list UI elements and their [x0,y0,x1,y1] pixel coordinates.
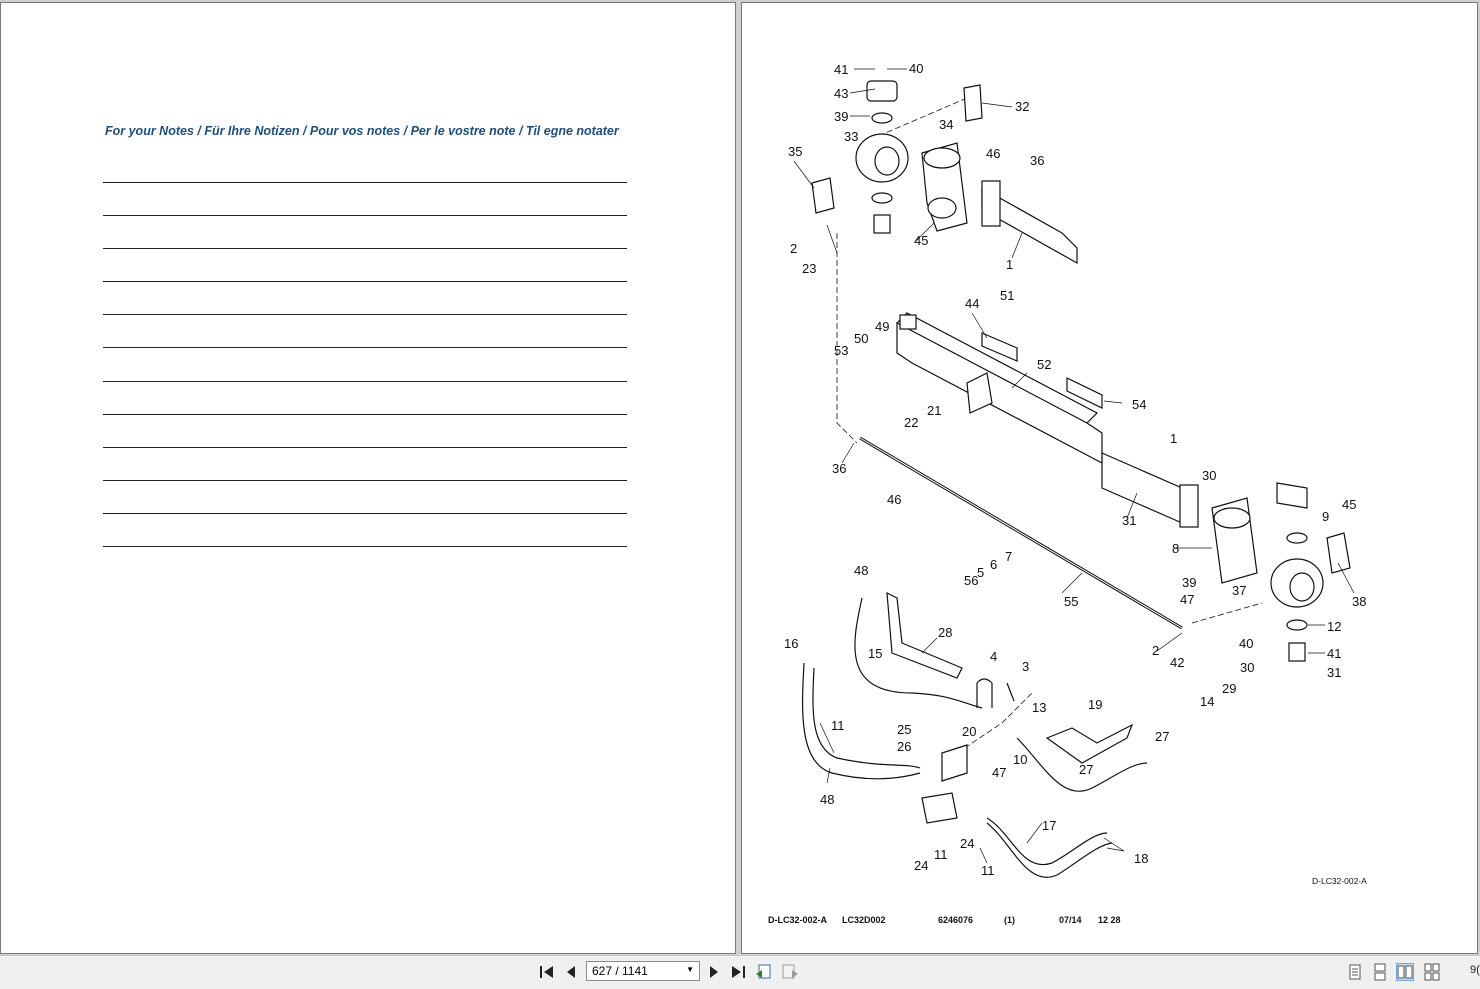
callout-number: 11 [934,847,948,862]
callout-number: 52 [1037,357,1052,372]
note-line [103,414,627,415]
callout-number: 25 [897,722,912,737]
callout-number: 40 [1239,636,1254,651]
callout-number: 49 [875,319,890,334]
note-line [103,381,627,382]
callout-number: 34 [939,117,954,132]
callout-number: 48 [854,563,869,578]
callout-number: 45 [914,233,929,248]
callout-number: 17 [1042,818,1057,833]
footer-model-code: LC32D002 [842,915,886,925]
callout-number: 50 [854,331,869,346]
note-line [103,546,627,547]
notes-heading: For your Notes / Für Ihre Notizen / Pour vos notes / Per le vostre note / Til egne notater [105,124,619,138]
callout-number: 10 [1013,752,1028,767]
callout-number: 5 [977,565,985,580]
last-page-icon[interactable] [727,961,749,983]
callout-number: 33 [844,129,859,144]
callout-number: 13 [1032,700,1047,715]
callout-number: 39 [834,109,849,124]
callout-number: 30 [1240,660,1255,675]
navigation-toolbar [0,955,1480,989]
callout-number: 43 [834,86,849,101]
callout-number: 47 [1180,592,1195,607]
note-line [103,513,627,514]
page-number-input[interactable] [586,961,700,981]
callout-number: 41 [834,62,849,77]
callout-number: 20 [962,724,977,739]
callout-number: 24 [960,836,975,851]
callout-number: 31 [1122,513,1137,528]
callout-number: 3 [1022,659,1030,674]
note-line [103,281,627,282]
single-page-view-icon[interactable] [1346,963,1364,981]
callout-number: 22 [904,415,919,430]
callout-number: 45 [1342,497,1357,512]
callout-number: 1 [1006,257,1014,272]
note-line [103,314,627,315]
forward-view-icon[interactable] [779,961,801,983]
callout-number: 29 [1222,681,1237,696]
callout-number: 51 [1000,288,1015,303]
callout-number: 18 [1134,851,1149,866]
callout-number: 8 [1172,541,1180,556]
callout-number: 21 [927,403,942,418]
callout-number: 14 [1200,694,1215,709]
note-line [103,182,627,183]
two-page-continuous-view-icon[interactable] [1423,963,1441,981]
footer-revision: (1) [1004,915,1015,925]
callout-number: 37 [1232,583,1247,598]
callout-number: 42 [1170,655,1185,670]
callout-number: 28 [938,625,953,640]
callout-number: 53 [834,343,849,358]
callout-number: 36 [832,461,847,476]
callout-number: 36 [1030,153,1045,168]
callout-number: 48 [820,792,835,807]
footer-part-number: 6246076 [938,915,974,925]
callout-number: 46 [986,146,1001,161]
callout-number: 12 [1327,619,1342,634]
callout-number: 2 [790,241,798,256]
back-view-icon[interactable] [753,961,775,983]
parts-exploded-diagram [742,3,1477,953]
note-line [103,347,627,348]
callout-number: 44 [965,296,980,311]
note-line [103,480,627,481]
callout-number: 11 [981,863,995,878]
callout-number: 7 [1005,549,1013,564]
footer-date: 07/14 [1059,915,1082,925]
footer-page-ref: 12 28 [1098,915,1121,925]
callout-number: 55 [1064,594,1079,609]
diagram-reference-code: D-LC32-002-A [1312,876,1367,886]
callout-number: 56 [964,573,979,588]
callout-number: 23 [802,261,817,276]
callout-number: 9 [1322,509,1330,524]
callout-number: 2 [1152,643,1160,658]
callout-number: 32 [1015,99,1030,114]
note-line [103,248,627,249]
note-line [103,215,627,216]
callout-number: 24 [914,858,929,873]
continuous-view-icon[interactable] [1371,963,1389,981]
callout-number: 1 [1170,431,1178,446]
first-page-icon[interactable] [536,961,558,983]
note-line [103,447,627,448]
callout-number: 47 [992,765,1007,780]
callout-number: 30 [1202,468,1217,483]
page-right [741,2,1478,954]
callout-number: 54 [1132,397,1147,412]
footer-doc-code: D-LC32-002-A [768,915,828,925]
page-indicator-text: 627 / 1141 [592,964,648,978]
callout-number: 41 [1327,646,1342,661]
callout-number: 4 [990,649,998,664]
callout-number: 15 [868,646,883,661]
zoom-level[interactable]: 9( [1470,964,1480,976]
callout-number: 31 [1327,665,1342,680]
callout-number: 39 [1182,575,1197,590]
callout-number: 38 [1352,594,1367,609]
page-left [0,2,736,954]
callout-number: 26 [897,739,912,754]
callout-number: 6 [990,557,998,572]
page-dropdown-caret-icon[interactable]: ▼ [686,965,694,974]
callout-number: 35 [788,144,803,159]
callout-number: 16 [784,636,799,651]
two-page-view-icon[interactable] [1396,963,1414,981]
prev-page-icon[interactable] [560,961,582,983]
next-page-icon[interactable] [703,961,725,983]
callout-number: 40 [909,61,924,76]
callout-number: 27 [1079,762,1094,777]
callout-number: 19 [1088,697,1103,712]
callout-number: 27 [1155,729,1170,744]
callout-number: 11 [831,718,845,733]
callout-number: 46 [887,492,902,507]
